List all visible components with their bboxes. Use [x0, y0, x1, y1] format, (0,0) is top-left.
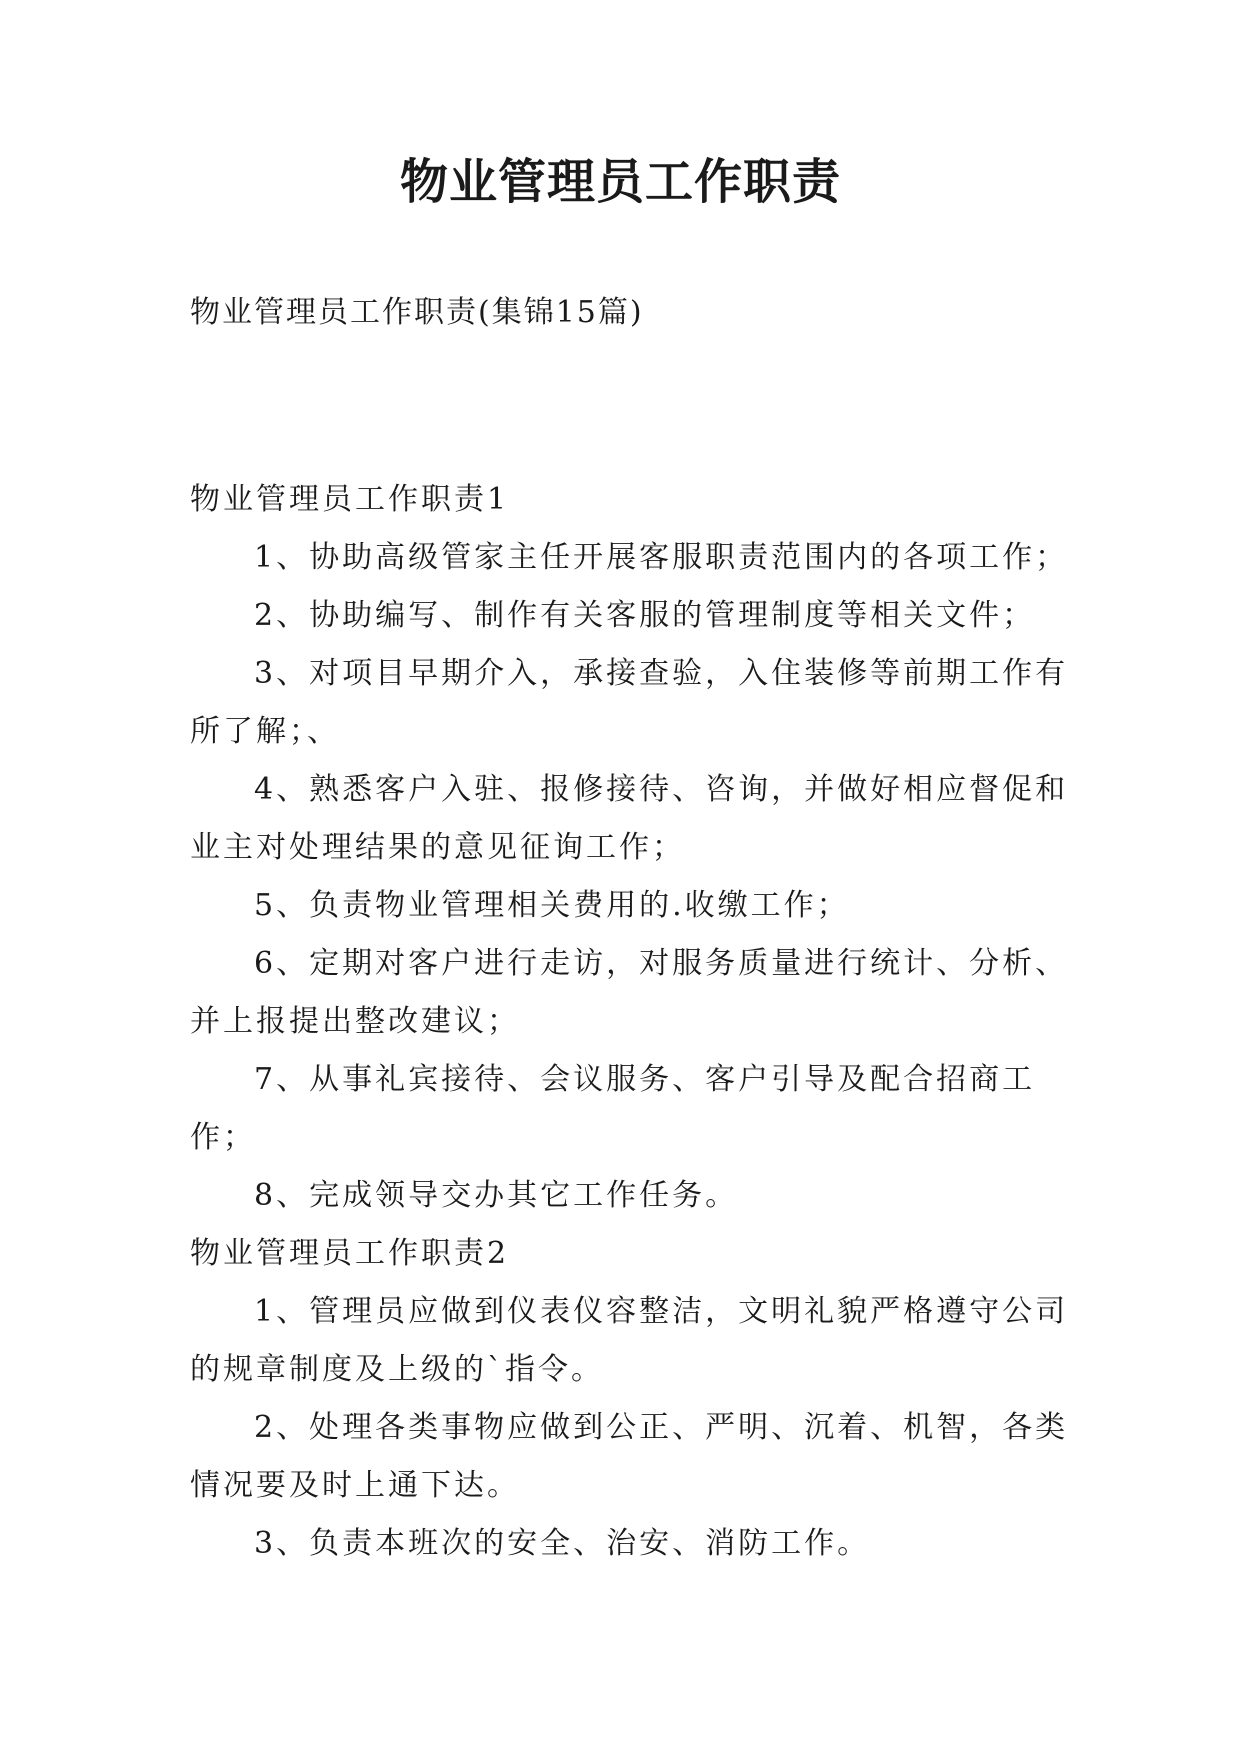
- list-item: 8、完成领导交办其它工作任务。: [254, 1178, 739, 1213]
- list-item: 1、管理员应做到仪表仪容整洁，文明礼貌严格遵守公司的规章制度及上级的`指令。: [190, 1294, 1069, 1387]
- section-heading: 物业管理员工作职责1: [190, 482, 510, 517]
- list-item: 4、熟悉客户入驻、报修接待、咨询，并做好相应督促和业主对处理结果的意见征询工作；: [190, 772, 1069, 865]
- document-title: 物业管理员工作职责: [399, 154, 841, 210]
- document-subtitle: 物业管理员工作职责(集锦15篇): [190, 295, 644, 330]
- list-item: 3、对项目早期介入，承接查验，入住装修等前期工作有所了解；、: [190, 656, 1069, 749]
- list-item: 3、负责本班次的安全、治安、消防工作。: [254, 1526, 871, 1561]
- document-body: [190, 471, 1070, 1573]
- list-item: 5、负责物业管理相关费用的.收缴工作；: [254, 888, 850, 923]
- list-item: 1、协助高级管家主任开展客服职责范围内的各项工作；: [254, 540, 1069, 575]
- section-heading: 物业管理员工作职责2: [190, 1236, 510, 1271]
- list-item: 6、定期对客户进行走访，对服务质量进行统计、分析、并上报提出整改建议；: [190, 946, 1069, 1039]
- list-item: 7、从事礼宾接待、会议服务、客户引导及配合招商工作；: [190, 1062, 1036, 1155]
- list-item: 2、处理各类事物应做到公正、严明、沉着、机智，各类情况要及时上通下达。: [190, 1410, 1069, 1503]
- list-item: 2、协助编写、制作有关客服的管理制度等相关文件；: [254, 598, 1036, 633]
